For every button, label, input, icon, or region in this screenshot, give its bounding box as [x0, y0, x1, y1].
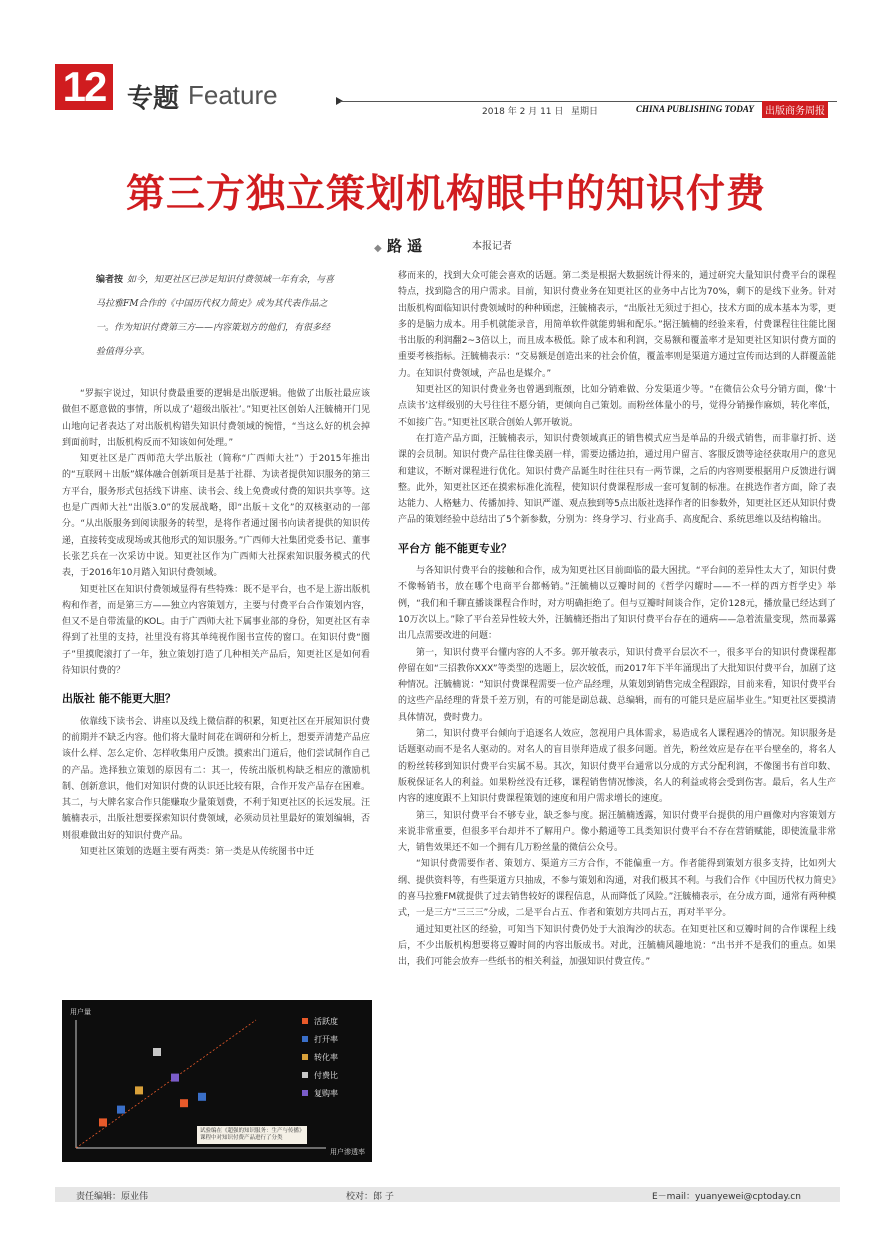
article-title: 第三方独立策划机构眼中的知识付费: [125, 172, 766, 217]
paragraph: 与各知识付费平台的接触和合作，成为知更社区目前面临的最大困扰。“平台间的差异性太大了，知识付费不像畅销书，放在哪个电商平台都畅销。”汪毓楠以豆瓣时间的《哲学闪耀时——不一样的西方哲学史》举例，“我们和千聊直播谈课程合作时，对方明确拒绝了。但与豆瓣时间谈合作，定价128元，播放量已经达到了10万次以上。”除了平台差异性较大外，汪毓楠还指出了知识付费平台存在的通病——急着流量变现，然而暴露出几点需要改进的问题：: [398, 566, 836, 642]
chart-point: [99, 1118, 107, 1126]
paragraph: “知识付费需要作者、策划方、渠道方三方合作，不能偏重一方。作者能得到策划方很多支持，比如列大纲、提供资料等，有些渠道方只抽成，不参与策划和沟通，对我们极其不利。与我们合作《中国历代权力简史》的喜马拉雅FM就提供了过去销售较好的课程信息，从而降低了风险。”汪毓楠表示，在分成方面，通常有两种模式，一是三方“三三三”分成，二是平台占五、作者和策划方共同占五，再对半平分。: [398, 859, 836, 919]
footer-email: E－mail：yuanyewei@cptoday.cn: [652, 1192, 801, 1202]
paper-name-en: CHINA PUBLISHING TODAY: [636, 104, 754, 114]
chart-legend-swatch: [302, 1090, 308, 1096]
paragraph: 第二，知识付费平台倾向于追逐名人效应，忽视用户具体需求，易造成名人课程遇冷的情况。知识服务是话题驱动而不是名人驱动的。对名人的盲目崇拜造成了很多问题。首先，粉丝效应是存在平台壁垒的，将名人的粉丝转移到知识付费平台实属不易。其次，知识付费平台通常以分成的方式分配利润，不像图书有首印数、版税保证名人的利益。如果粉丝没有迁移，课程销售情况惨淡，名人的利益或将会受到伤害。最后，名人生产内容的速度跟不上知识付费课程策划的速度和用户需求增长的速度。: [398, 729, 836, 805]
chart-point: [198, 1093, 206, 1101]
paragraph: 知更社区在知识付费领域显得有些特殊：既不是平台，也不是上游出版机构和作者，而是第三方——独立内容策划方，主要与付费平台合作策划内容，但又不是自带流量的KOL。由于广西师大社下属事业部的身份，知更社区有幸得到了社里的支持，社里没有将其单纯视作图书宣传的窗口。在知识付费“圈子”里摸爬滚打了一年，独立策划打造了几种相关产品后，知更社区是如何看待知识付费的？: [62, 584, 370, 677]
paragraph: 第三，知识付费平台不够专业，缺乏参与度。据汪毓楠透露，知识付费平台提供的用户画像对内容策划方来说非常重要，但很多平台却并不了解用户。像小鹅通等工具类知识付费平台不存在营销赋能，即使流量非常大，销售效果还不如一个拥有几万粉丝量的微信公众号。: [398, 810, 836, 854]
chart-legend-swatch: [302, 1036, 308, 1042]
paragraph: 知更社区的知识付费业务也曾遇到瓶颈，比如分销难做、分发渠道少等。“在微信公众号分销方面，像‘十点读书’这样级别的大号往往不愿分销，更倾向自己策划。而粉丝体量小的号，觉得分销操作麻烦，转化率低，不如接广告。”知更社区联合创始人郭开敏说。: [398, 385, 836, 428]
chart-legend-swatch: [302, 1018, 308, 1024]
paragraph: 通过知更社区的经验，可知当下知识付费仍处于大浪淘沙的状态。在知更社区和豆瓣时间的合作课程上线后，不少出版机构想要将豆瓣时间的内容出版成书。对此，汪毓楠风趣地说：“出书并不是我们的重点。如果出，我们可能会放弃一些纸书的相关利益，加强知识付费宣传。”: [398, 924, 836, 968]
chart-legend-item: 付费比: [314, 1071, 338, 1080]
chart-point: [171, 1074, 179, 1082]
chart-points: [99, 1048, 206, 1126]
chart-legend-item: 转化率: [314, 1053, 338, 1062]
chart-point: [117, 1106, 125, 1114]
paragraph: “罗振宇说过，知识付费最重要的逻辑是出版逻辑。他做了出版社最应该做但不愿意做的事情，所以成了‘超级出版社’。”知更社区创始人汪毓楠开门见山地向记者表达了对出版机构错失知识付费领域的惋惜，“当这么好的机会掉到面前时，出版机构反而不知该如何处理。”: [62, 389, 370, 448]
byline: [374, 235, 422, 256]
chart-legend-swatch: [302, 1054, 308, 1060]
byline-bullet-icon: ◆: [374, 243, 382, 254]
chart-legend-item: 复购率: [314, 1089, 338, 1098]
paper-name-cn: 出版商务周报: [762, 101, 828, 118]
page-number: 12: [55, 64, 113, 110]
issue-weekday: 星期日: [571, 107, 599, 117]
section-title-en: Feature: [188, 80, 278, 110]
paragraph: 依靠线下读书会、讲座以及线上微信群的积累，知更社区在开展知识付费的前期并不缺乏内容。他们将大量时间花在调研和分析上，想要弄清楚产品应该什么样、怎么定价、怎样收集用户反馈。摸索出门道后，他们尝试制作自己的产品。选择独立策划的原因有二：其一，传统出版机构缺乏相应的激励机制、创新意识，他们对知识付费的认识还比较有限，合作开发产品存在困难。其二，与大牌名家合作只能赚取少量策划费，不利于知更社区的长远发展。汪毓楠表示，出版社想要探索知识付费领域，必须动员社里最好的策划编辑，否则很难做出好的知识付费产品。: [62, 716, 370, 841]
paragraph: 知更社区是广西师范大学出版社（简称“广西师大社”）于2015年推出的“互联网＋出版”媒体融合创新项目是基于社群、为读者提供知识服务的第三方平台，服务形式包括线下讲座、读书会、线上免费或付费的知识共享等。这也是广西师大社“出版3.0”的发展战略，即“出版＋文化”的双核驱动的一部分。“从出版服务到阅读服务的转型，是将作者通过图书向读者提供的知识传递，直接转变成现场或其他形式的知识服务。”广西师大社集团党委书记、董事长张艺兵在一次采访中说。知更社区作为广西师大社探索知识服务模式的代表，于2016年10月踏入知识付费领域。: [62, 454, 370, 579]
chart-legend-item: 打开率: [314, 1035, 338, 1044]
chart-legend-item: 活跃度: [314, 1017, 338, 1026]
issue-date: 2018 年 2 月 11 日: [482, 107, 564, 117]
author-role: 本报记者: [472, 241, 512, 252]
section-title-cn: 专题: [127, 84, 180, 114]
article-column-right: [398, 268, 836, 970]
paragraph: 知更社区策划的选题主要有两类：第一类是从传统图书中迁: [80, 847, 315, 858]
chart-point: [135, 1086, 143, 1094]
editor-note-label: 编者按: [96, 275, 124, 285]
chart-legend: [302, 1016, 338, 1098]
chart-point: [153, 1048, 161, 1056]
article-column-left: [62, 386, 370, 860]
author-name: 路 遥: [386, 237, 423, 255]
section-heading-publishers: 出版社 能不能更大胆？: [62, 692, 176, 706]
chart-point: [180, 1099, 188, 1107]
section-heading-platforms: 平台方 能不能更专业？: [398, 541, 512, 555]
footer-proofreader: 校对：郎 子: [346, 1192, 394, 1202]
chart-legend-swatch: [302, 1072, 308, 1078]
editor-note: [96, 268, 338, 364]
paragraph: 在打造产品方面，汪毓楠表示，知识付费领域真正的销售模式应当是单品的升级式销售，而非靠打折、送课的会员制。知识付费产品往往像美剧一样，需要边播边拍，通过用户留言、客服反馈等途径获取用户的意见和建议，不断对课程进行优化。知识付费产品诞生时往往只有一两节课，之后的内容则要根据用户反馈进行调整。此外，知更社区还在摸索标准化流程，使知识付费课程形成一套可复制的标准。在挑选作者方面，除了表达能力、人格魅力、传播加持、知识严谨、观点独到等5点出版社选择作者的旧参数外，知更社区还从知识付费产品的策划经验中总结出了5个新参数，分别为：终身学习、行业高手、高度配合、系统思维以及结构输出。: [398, 433, 836, 526]
chart-y-label: 用户量: [70, 1008, 91, 1016]
knowledge-payment-chart: [62, 1000, 372, 1162]
chart-x-label: 用户渗透率: [330, 1148, 365, 1156]
paragraph: 第一，知识付费平台懂内容的人不多。郭开敏表示，知识付费平台层次不一，很多平台的知识付费课程都停留在如“三招教你XXX”等类型的选题上，层次较低，而2017年下半年涌现出了大批知识付费平台，加剧了这种情况。汪毓楠说：“知识付费课程需要一位产品经理，从策划到销售完成全程跟踪，目前来看，知识付费平台的这些产品经理的背景千差万别，有的可能是副总裁、总编辑，而有的可能只是应届毕业生。”知更社区要摸清具体情况，费时费力。: [398, 647, 836, 723]
chart-annotation: 试验编在《超强的知识服务：生产与传播》课程中对知识付费产品进行了分类: [197, 1126, 307, 1144]
footer-editor: 责任编辑：原业伟: [76, 1192, 149, 1202]
paragraph: 移而来的，找到大众可能会喜欢的话题。第二类是根据大数据统计得来的，通过研究大量知识付费平台的课程特点，找到隐含的用户需求。目前，知识付费业务在知更社区的业务中占比为70%，剩下的是线下业务。针对出版机构面临知识付费领域时的种种顾虑，汪毓楠表示，“出版社无须过于担心，技术方面的成本基本为零，更多的是脑力成本。用手机就能录音，用简单软件就能剪辑和配乐。”据汪毓楠的经验来看，付费课程往往能比图书出版的利润翻2~3倍以上，而且成本极低。除了成本和利润，交易额和覆盖率才是知更社区知识付费方面的重要考核指标。汪毓楠表示：“交易额是创造出来的社会价值，覆盖率则是渠道方通过宣传而达到的人群覆盖能力。在知识付费领域，产品也是媒介。”: [398, 271, 836, 379]
editor-note-text: 如今，知更社区已涉足知识付费领域一年有余，与喜马拉雅FM合作的《中国历代权力简史》成为其代表作品之一。作为知识付费第三方——内容策划方的他们，有很多经验值得分享。: [96, 275, 335, 357]
